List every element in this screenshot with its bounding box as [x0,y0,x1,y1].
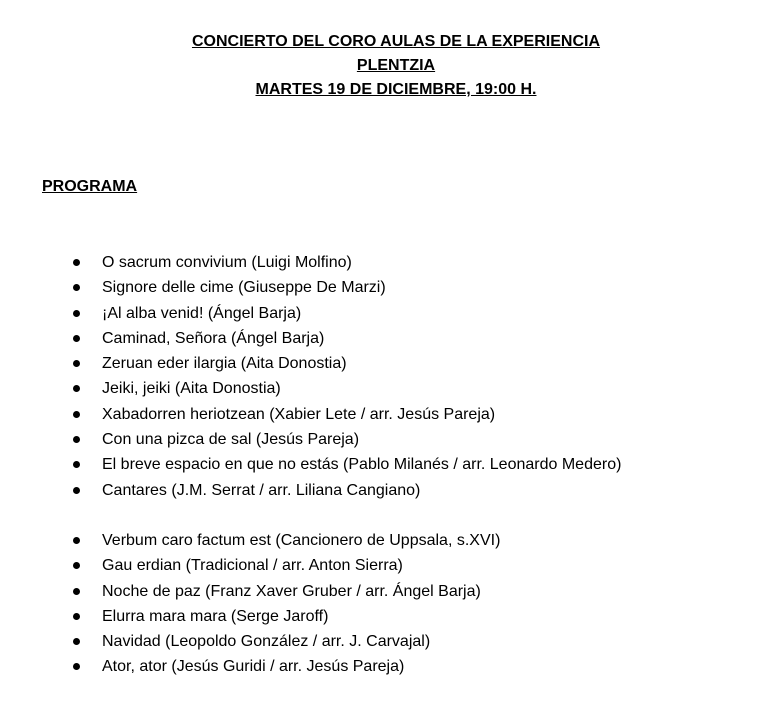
program-item-text: El breve espacio en que no estás (Pablo Milanés / arr. Leonardo Medero) [102,456,622,474]
bullet-icon [73,487,80,494]
program-item-text: Zeruan eder ilargia (Aita Donostia) [102,355,347,373]
program-item-text: Cantares (J.M. Serrat / arr. Liliana Cangiano) [102,481,421,499]
bullet-icon [73,310,80,317]
program-item [0,579,780,604]
program-title: PROGRAMA [42,178,138,195]
bullet-icon [73,638,80,645]
bullet-icon [73,436,80,443]
program-list-part1 [0,250,780,503]
program-item-text: O sacrum convivium (Luigi Molfino) [102,254,352,271]
program-item [0,301,780,326]
bullet-icon [73,385,80,392]
program-item-text: Elurra mara mara (Serge Jaroff) [102,607,329,625]
bullet-icon [73,335,80,342]
program-item [0,528,780,553]
program-item-text: Noche de paz (Franz Xaver Gruber / arr. Ángel Barja) [102,582,481,600]
program-item-text: Jeiki, jeiki (Aita Donostia) [102,380,281,398]
program-item [0,427,780,452]
program-item [0,376,780,401]
program-item-text: Ator, ator (Jesús Guridi / arr. Jesús Pareja) [102,658,405,676]
bullet-icon [73,411,80,418]
bullet-icon [73,537,80,544]
program-item [0,478,780,503]
concert-location: PLENTZIA [356,57,436,74]
program-item [0,452,780,477]
program-item [0,604,780,629]
program-item-text: ¡Al alba venid! (Ángel Barja) [102,304,302,322]
program-item-text: Verbum caro factum est (Cancionero de Uppsala, s.XVI) [102,532,501,549]
program-item-text: Con una pizca de sal (Jesús Pareja) [102,431,360,449]
program-item-text: Caminad, Señora (Ángel Barja) [102,329,325,347]
bullet-icon [73,360,80,367]
concert-title: CONCIERTO DEL CORO AULAS DE LA EXPERIENCIA [191,33,601,50]
program-item-text: Navidad (Leopoldo González / arr. J. Carvajal) [102,633,431,651]
concert-date: MARTES 19 DE DICIEMBRE, 19:00 H. [255,81,537,98]
bullet-icon [73,613,80,620]
bullet-icon [73,461,80,468]
program-list-part2 [0,528,780,680]
bullet-icon [73,562,80,569]
bullet-icon [73,663,80,670]
program-item [0,351,780,376]
program-item-text: Gau erdian (Tradicional / arr. Anton Sierra) [102,557,403,575]
program-item [0,326,780,351]
program-item [0,553,780,578]
program-item [0,629,780,654]
program-item [0,275,780,300]
bullet-icon [73,259,80,266]
bullet-icon [73,284,80,291]
program-item-text: Signore delle cime (Giuseppe De Marzi) [102,279,386,297]
concert-header [0,30,780,102]
program-item [0,654,780,679]
program-item-text: Xabadorren heriotzean (Xabier Lete / arr. Jesús Pareja) [102,405,496,423]
bullet-icon [73,588,80,595]
program-item [0,402,780,427]
program-item [0,250,780,275]
